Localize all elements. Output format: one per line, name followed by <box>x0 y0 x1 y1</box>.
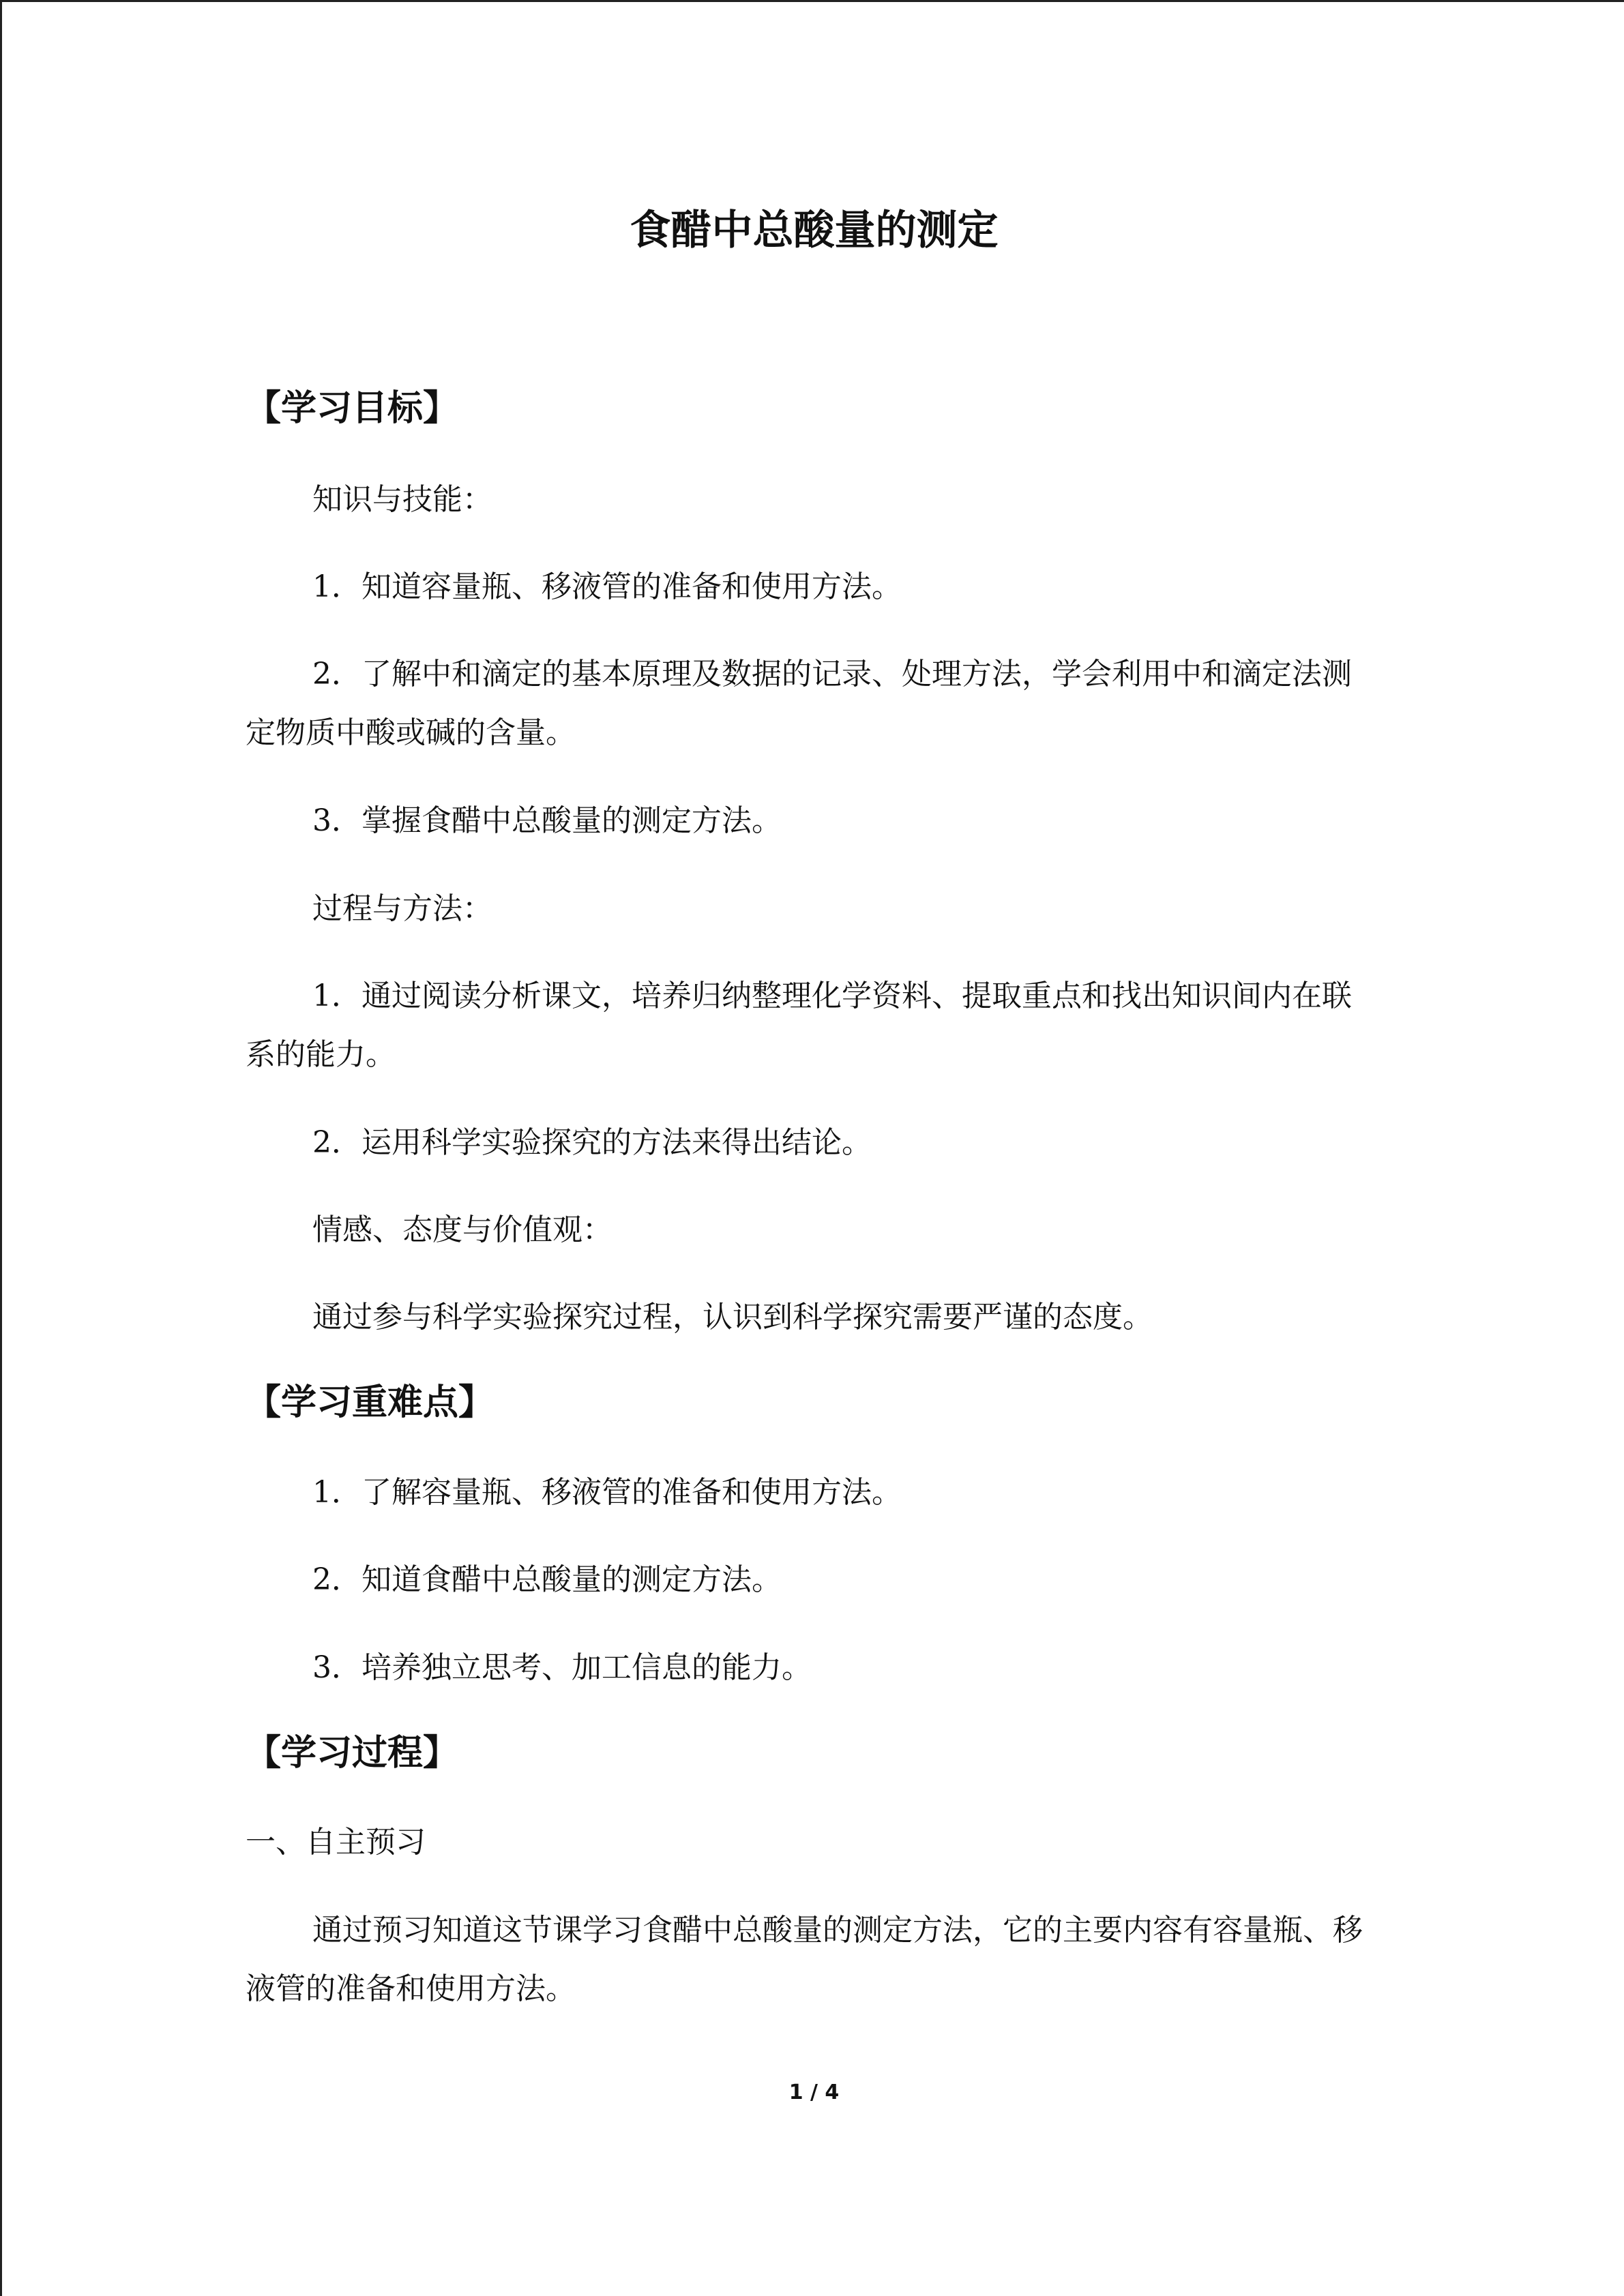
key-point-item-3: 3．培养独立思考、加工信息的能力。 <box>312 1650 812 1685</box>
knowledge-heading: 知识与技能： <box>312 482 492 517</box>
process-method-heading: 过程与方法： <box>312 891 492 926</box>
process-method-item-2: 2．运用科学实验探究的方法来得出结论。 <box>312 1125 872 1160</box>
knowledge-item-2: 2．了解中和滴定的基本原理及数据的记录、处理方法，学会利用中和滴定法测定物质中酸或碱的含量。 <box>246 657 1352 750</box>
knowledge-item-1: 1．知道容量瓶、移液管的准备和使用方法。 <box>312 569 902 604</box>
key-point-item-1: 1．了解容量瓶、移液管的准备和使用方法。 <box>312 1475 902 1510</box>
section-heading-key-points: 【学习重难点】 <box>246 1382 494 1423</box>
page-number: 1 / 4 <box>788 2081 840 2104</box>
section-heading-objectives: 【学习目标】 <box>246 388 459 429</box>
process-method-item-1: 1．通过阅读分析课文，培养归纳整理化学资料、提取重点和找出知识间内在联系的能力。 <box>246 979 1352 1072</box>
page-title: 食醋中总酸量的测定 <box>630 207 999 254</box>
knowledge-item-3: 3．掌握食醋中总酸量的测定方法。 <box>312 803 782 838</box>
key-point-item-2: 2．知道食醋中总酸量的测定方法。 <box>312 1562 782 1597</box>
process-text: 通过预习知道这节课学习食醋中总酸量的测定方法，它的主要内容有容量瓶、移液管的准备和使用方法。 <box>246 1913 1363 2006</box>
emotion-text: 通过参与科学实验探究过程，认识到科学探究需要严谨的态度。 <box>312 1300 1153 1335</box>
section-heading-process: 【学习过程】 <box>246 1733 459 1774</box>
process-subheading: 一、自主预习 <box>246 1825 426 1860</box>
emotion-heading: 情感、态度与价值观： <box>312 1212 612 1247</box>
